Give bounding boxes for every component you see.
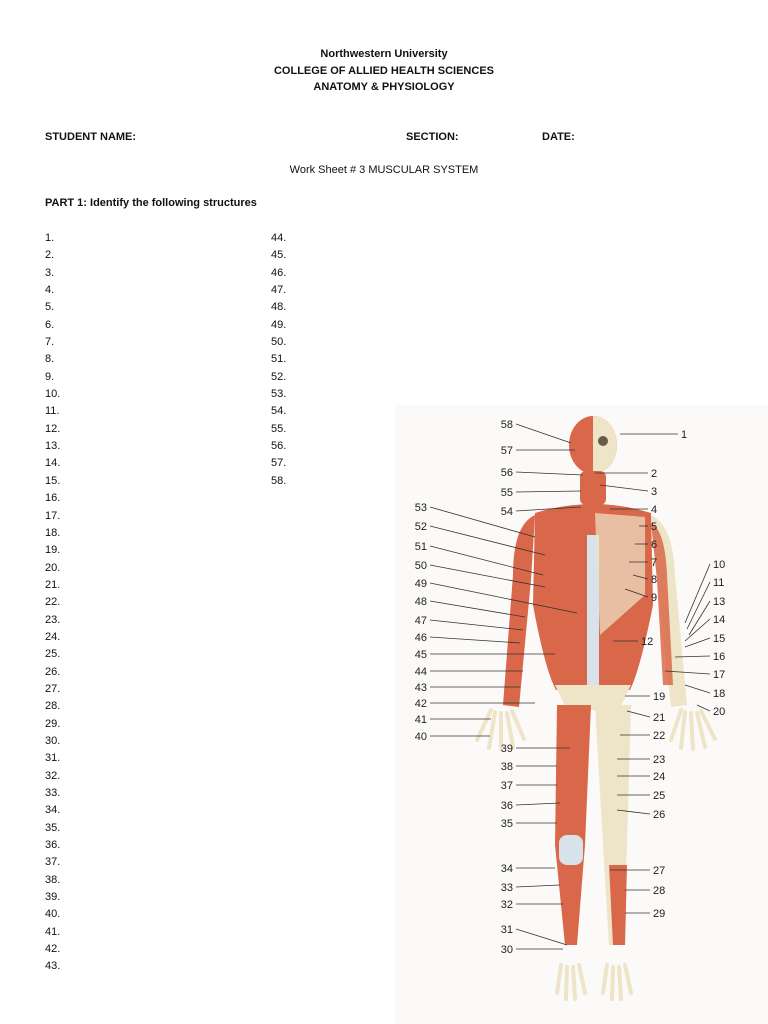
figure-label: 32 — [500, 899, 513, 911]
student-name-label: STUDENT NAME: — [45, 131, 137, 143]
answer-number: 44. — [271, 232, 287, 244]
answer-number: 51. — [271, 353, 287, 366]
answer-number: 7. — [45, 336, 55, 349]
college-name: COLLEGE OF ALLIED HEALTH SCIENCES — [273, 65, 494, 77]
figure-label: 8 — [651, 574, 658, 586]
figure-label: 54 — [500, 506, 513, 518]
answer-number: 26. — [45, 665, 61, 678]
figure-label: 19 — [653, 691, 666, 703]
answer-number: 35. — [45, 821, 61, 834]
university-name: Northwestern University — [320, 48, 448, 60]
figure-label: 37 — [500, 780, 513, 792]
figure-label: 34 — [500, 863, 513, 875]
figure-label: 13 — [713, 596, 726, 608]
figure-label: 24 — [653, 771, 666, 783]
course-name: ANATOMY & PHYSIOLOGY — [313, 81, 455, 93]
figure-label: 26 — [653, 809, 666, 821]
answer-number: 23. — [45, 613, 61, 626]
answer-number: 43. — [45, 960, 61, 973]
answer-number: 37. — [45, 856, 61, 869]
answer-number: 16. — [45, 492, 61, 505]
figure-label: 14 — [713, 614, 726, 626]
answer-number: 21. — [45, 578, 61, 591]
figure-label: 36 — [500, 800, 513, 812]
figure-label: 18 — [713, 688, 726, 700]
date-label: DATE: — [542, 131, 575, 143]
figure-label: 9 — [651, 592, 658, 604]
figure-label: 42 — [414, 698, 427, 710]
figure-label: 10 — [713, 559, 726, 571]
figure-label: 41 — [414, 714, 427, 726]
answer-number: 55. — [271, 422, 287, 435]
answer-number: 46. — [271, 266, 287, 279]
figure-label: 11 — [713, 577, 725, 589]
answer-number: 48. — [271, 301, 287, 314]
answer-number: 47. — [271, 284, 287, 297]
figure-label: 27 — [653, 865, 666, 877]
figure-label: 23 — [653, 754, 666, 766]
answer-number: 41. — [45, 925, 61, 938]
figure-label: 3 — [651, 486, 658, 498]
answer-number: 45. — [271, 249, 287, 262]
answer-number: 17. — [45, 509, 61, 522]
figure-label: 48 — [414, 596, 427, 608]
answer-number: 24. — [45, 630, 61, 643]
answer-number: 3. — [45, 266, 55, 279]
figure-label: 7 — [651, 557, 658, 569]
answer-number: 25. — [45, 648, 61, 661]
figure-label: 52 — [414, 521, 427, 533]
answer-number: 36. — [45, 839, 61, 852]
figure-label: 30 — [500, 944, 513, 956]
answer-number: 12. — [45, 422, 61, 435]
answer-number: 9. — [45, 370, 55, 383]
answer-column-left — [45, 230, 60, 976]
figure-label: 20 — [713, 706, 726, 718]
answer-number: 58. — [271, 474, 287, 487]
answer-number: 19. — [45, 544, 61, 557]
answer-number: 54. — [271, 405, 287, 418]
figure-label: 6 — [651, 539, 658, 551]
figure-label: 29 — [653, 908, 666, 920]
figure-label: 43 — [414, 682, 427, 694]
figure-label: 49 — [414, 578, 427, 590]
answer-number: 42. — [45, 943, 61, 956]
figure-label: 2 — [651, 468, 658, 480]
figure-label: 53 — [414, 502, 427, 514]
figure-label: 15 — [713, 633, 726, 645]
answer-number: 30. — [45, 734, 61, 747]
answer-number: 22. — [45, 596, 61, 609]
figure-label: 46 — [414, 632, 427, 644]
figure-label: 33 — [500, 882, 513, 894]
answer-number: 29. — [45, 717, 61, 730]
answer-number: 38. — [45, 873, 61, 886]
answer-number: 34. — [45, 804, 61, 817]
answer-number: 1. — [45, 232, 55, 244]
part1-title: PART 1: Identify the following structures — [45, 197, 257, 209]
section-label: SECTION: — [406, 131, 459, 143]
figure-label: 55 — [500, 487, 513, 499]
answer-number: 5. — [45, 301, 55, 314]
figure-label: 40 — [414, 731, 427, 743]
answer-number: 32. — [45, 769, 61, 782]
answer-number: 57. — [271, 457, 287, 470]
figure-label: 4 — [651, 504, 658, 516]
answer-number: 15. — [45, 474, 61, 487]
figure-label: 17 — [713, 669, 726, 681]
figure-label: 28 — [653, 885, 666, 897]
answer-number: 27. — [45, 682, 61, 695]
figure-label: 39 — [500, 743, 513, 755]
answer-number: 10. — [45, 388, 61, 401]
answer-number: 52. — [271, 370, 287, 383]
answer-number: 31. — [45, 752, 61, 765]
answer-number: 53. — [271, 388, 287, 401]
answer-number: 6. — [45, 318, 55, 331]
answer-number: 18. — [45, 526, 61, 539]
figure-label: 57 — [500, 445, 513, 457]
figure-label: 16 — [713, 651, 726, 663]
answer-number: 11. — [45, 405, 60, 418]
figure-label: 51 — [414, 541, 427, 553]
figure-label: 31 — [500, 924, 513, 936]
figure-label: 44 — [414, 666, 427, 678]
answer-number: 2. — [45, 249, 55, 262]
answer-number: 13. — [45, 440, 61, 453]
answer-number: 28. — [45, 700, 61, 713]
answer-number: 4. — [45, 284, 55, 297]
answer-number: 20. — [45, 561, 61, 574]
answer-number: 8. — [45, 353, 55, 366]
figure-label: 25 — [653, 790, 666, 802]
answer-number: 33. — [45, 787, 61, 799]
figure-label: 12 — [641, 636, 654, 648]
figure-label: 50 — [414, 560, 427, 572]
figure-label: 45 — [414, 649, 427, 661]
answer-number: 49. — [271, 318, 287, 331]
figure-label: 47 — [414, 615, 427, 627]
answer-column-right — [271, 230, 286, 490]
worksheet-title: Work Sheet # 3 MUSCULAR SYSTEM — [289, 164, 479, 176]
figure-label: 21 — [653, 712, 666, 724]
answer-number: 39. — [45, 891, 61, 904]
answer-number: 50. — [271, 336, 287, 349]
answer-number: 56. — [271, 440, 287, 453]
figure-label: 22 — [653, 730, 666, 742]
figure-label: 35 — [500, 818, 513, 830]
figure-label: 58 — [500, 419, 513, 431]
figure-label: 5 — [651, 521, 658, 533]
answer-number: 14. — [45, 457, 61, 470]
figure-label: 56 — [500, 467, 513, 479]
answer-number: 40. — [45, 908, 61, 921]
figure-label: 38 — [500, 761, 513, 773]
muscular-system-figure — [395, 405, 768, 1024]
figure-label: 1 — [681, 429, 688, 441]
